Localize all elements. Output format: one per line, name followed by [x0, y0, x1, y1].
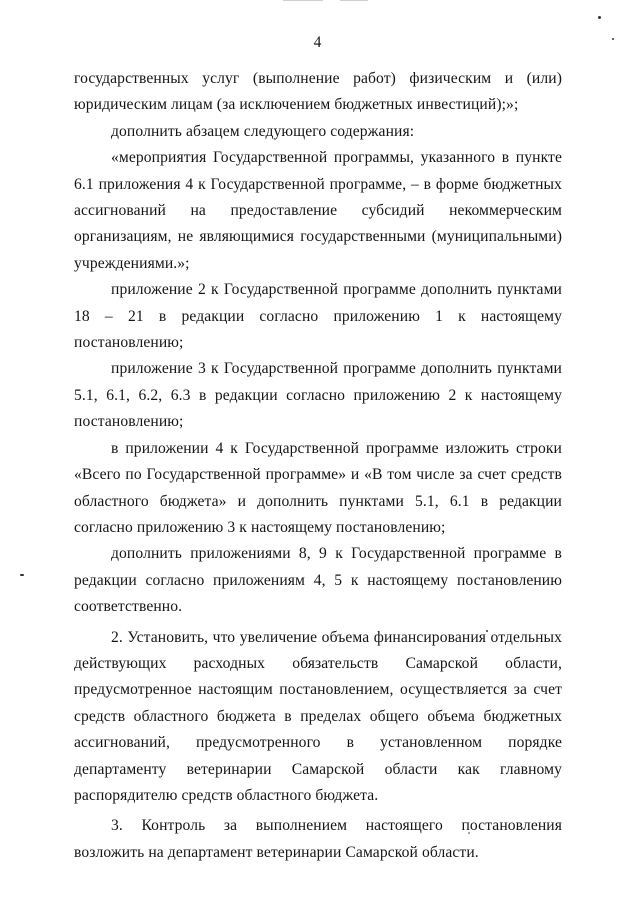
document-body [74, 66, 562, 866]
scan-speck [598, 16, 601, 19]
scan-edge-line [283, 0, 323, 1]
paragraph-appendix-4: в приложении 4 к Государственной программе изложить строки «Всего по Государственной программе» и «В том числе за счет средств областного бюджета» и дополнить пунктами 5.1, 6.1 в редакции согласно приложению 3 к настоящему постановлению; [74, 439, 562, 536]
paragraph-appendix-3: приложение 3 к Государственной программе дополнить пунктами 5.1, 6.1, 6.2, 6.3 в редакции согласно приложению 2 к настоящему постановлению; [74, 360, 562, 431]
paragraph-appendix-2: приложение 2 к Государственной программе дополнить пунктами 18 – 21 в редакции согласно приложению 1 к настоящему постановлению; [74, 281, 562, 352]
scan-edge-line [340, 0, 368, 1]
scan-speck [20, 574, 24, 576]
page-number: 4 [313, 34, 322, 51]
paragraph-quoted-clause: «мероприятия Государственной программы, указанного в пункте 6.1 приложения 4 к Государственной программе, – в форме бюджетных ассигнований на предоставление субсидий некоммерческим организациям, не являющимися государственными (муниципальными) учреждениями.»; [74, 149, 562, 272]
paragraph-item-3: 3. Контроль за выполнением настоящего постановления возложить на департамент ветеринарии Самарской области. [74, 817, 562, 861]
paragraph-item-2: 2. Установить, что увеличение объема финансирования отдельных действующих расходных обязательств Самарской области, предусмотренное настоящим постановлением, осуществляется за счет средств областного бюджета в пределах общего объема бюджетных ассигнований, предусмотренного в установленном порядке департаменту ветеринарии Самарской области как главному распорядителю средств областного бюджета. [74, 628, 562, 804]
paragraph-add-clause: дополнить абзацем следующего содержания: [111, 122, 415, 140]
paragraph-appendices-8-9: дополнить приложениями 8, 9 к Государственной программе в редакции согласно приложениям 4, 5 к настоящему постановлению соответственно. [74, 545, 562, 616]
paragraph-continuation: государственных услуг (выполнение работ) физическим и (или) юридическим лицам (за исключением бюджетных инвестиций);»; [74, 70, 562, 114]
